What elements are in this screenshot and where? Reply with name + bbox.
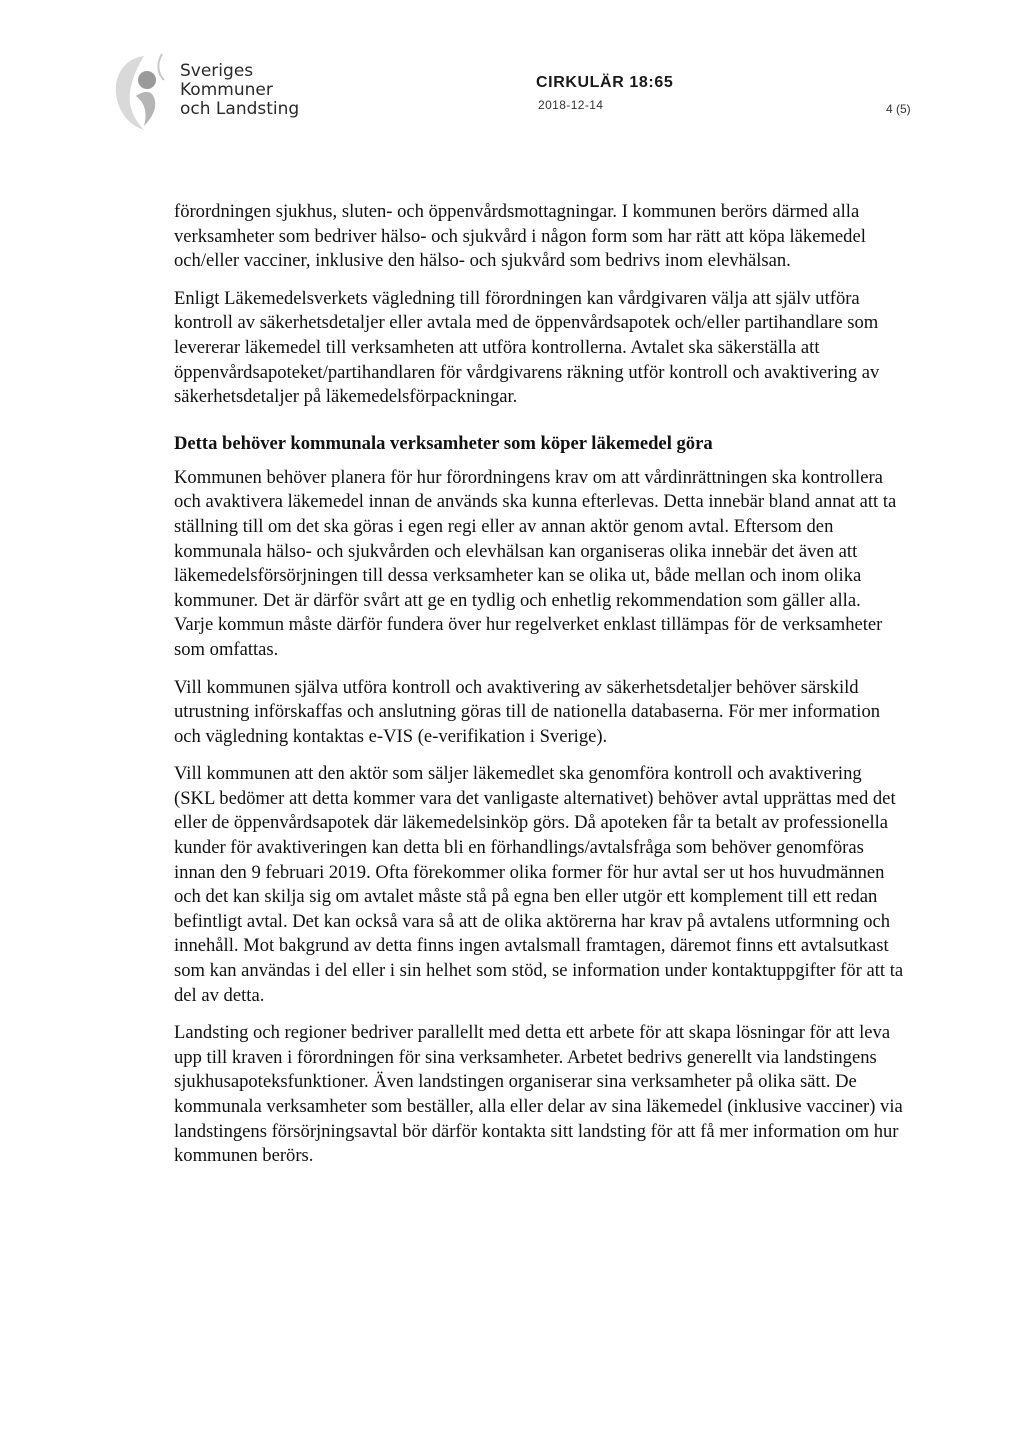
org-name-line-1: Sveriges [180,61,254,81]
paragraph: Vill kommunen själva utföra kontroll och avaktivering av säkerhetsdetaljer behöver särskild utrustning införskaffas och anslutning göras till de nationella databaserna. För mer information och vägledning kontaktas e-VIS (e-verifikation i Sverige). [174,676,881,747]
org-name-line-3: och Landsting [180,99,300,119]
section-heading: Detta behöver kommunala verksamheter som köper läkemedel göra [174,432,713,454]
paragraph: Landsting och regioner bedriver parallellt med detta ett arbete för att skapa lösningar för att leva upp till kraven i förordningen för sina verksamheter. Arbetet bedrivs generellt via landstingens sjukhusapoteksfunktioner. Även landstingen organiserar sina verksamheter på olika sätt. De kommunala verksamheter som beställer, alla eller delar av sina läkemedel (inklusive vacciner) via landstingens försörjningsavtal bör därför kontakta sitt landsting för att få mer information om hur kommunen berörs. [174,1022,903,1167]
page-number: 4 (5) [886,102,911,116]
organization-name [180,62,299,119]
page-header [0,0,1024,140]
paragraph: Enligt Läkemedelsverkets vägledning till förordningen kan vårdgivaren välja att själv utföra kontroll av säkerhetsdetaljer eller avtala med de öppenvårdsapotek och/eller partihandlare som levererar läkemedel till verksamheten att utföra kontrollerna. Avtalet ska säkerställa att öppenvårdsapoteket/partihandlaren för vårdgivarens räkning utför kontroll och avaktivering av säkerhetsdetaljer på läkemedelsförpackningar. [174,287,880,408]
circular-title: CIRKULÄR 18:65 [536,74,674,91]
paragraph: Vill kommunen att den aktör som säljer läkemedlet ska genomföra kontroll och avaktivering (SKL bedömer att detta kommer vara det vanligaste alternativet) behöver avtal upprättas med det eller de öppenvårdsapotek där läkemedelsinköp görs. Då apoteken får ta betalt av professionella kunder för avaktiveringen kan detta bli en förhandlings/avtalsfråga som behöver genomföras innan den 9 februari 2019. Ofta förekommer olika former för hur avtal ser ut hos huvudmännen och det kan skilja sig om avtalet måste stå på egna ben eller utgör ett komplement till ett redan befintligt avtal. Det kan också vara så att de olika aktörerna har krav på avtalens utformning och innehåll. Mot bakgrund av detta finns ingen avtalsmall framtagen, däremot finns ett avtalsutkast som kan användas i del eller i sin helhet som stöd, se information under kontaktuppgifter för att ta del av detta. [174,763,904,1006]
skl-logo-icon [104,50,184,134]
paragraph: Kommunen behöver planera för hur förordningens krav om att vårdinrättningen ska kontrollera och avaktivera läkemedel innan de används ska kunna efterlevas. Detta innebär bland annat att ta ställning till om det ska göras i egen regi eller av annan aktör genom avtal. Eftersom den kommunala hälso- och sjukvården och elevhälsan kan organiseras olika innebär det även att läkemedelsförsörjningen till dessa verksamheter kan se olika ut, både mellan och inom olika kommuner. Det är därför svårt att ge en tydlig och enhetlig rekommendation som gäller alla. Varje kommun måste därför fundera över hur regelverket enklast tillämpas för de verksamheter som omfattas. [174,466,897,660]
paragraph: förordningen sjukhus, sluten- och öppenvårdsmottagningar. I kommunen berörs därmed alla verksamheter som bedriver hälso- och sjukvård i någon form som har rätt att köpa läkemedel och/eller vacciner, inklusive den hälso- och sjukvård som bedrivs inom elevhälsan. [174,201,866,272]
org-name-line-2: Kommuner [180,80,273,100]
circular-date: 2018-12-14 [538,98,604,112]
document-body [174,200,904,1182]
